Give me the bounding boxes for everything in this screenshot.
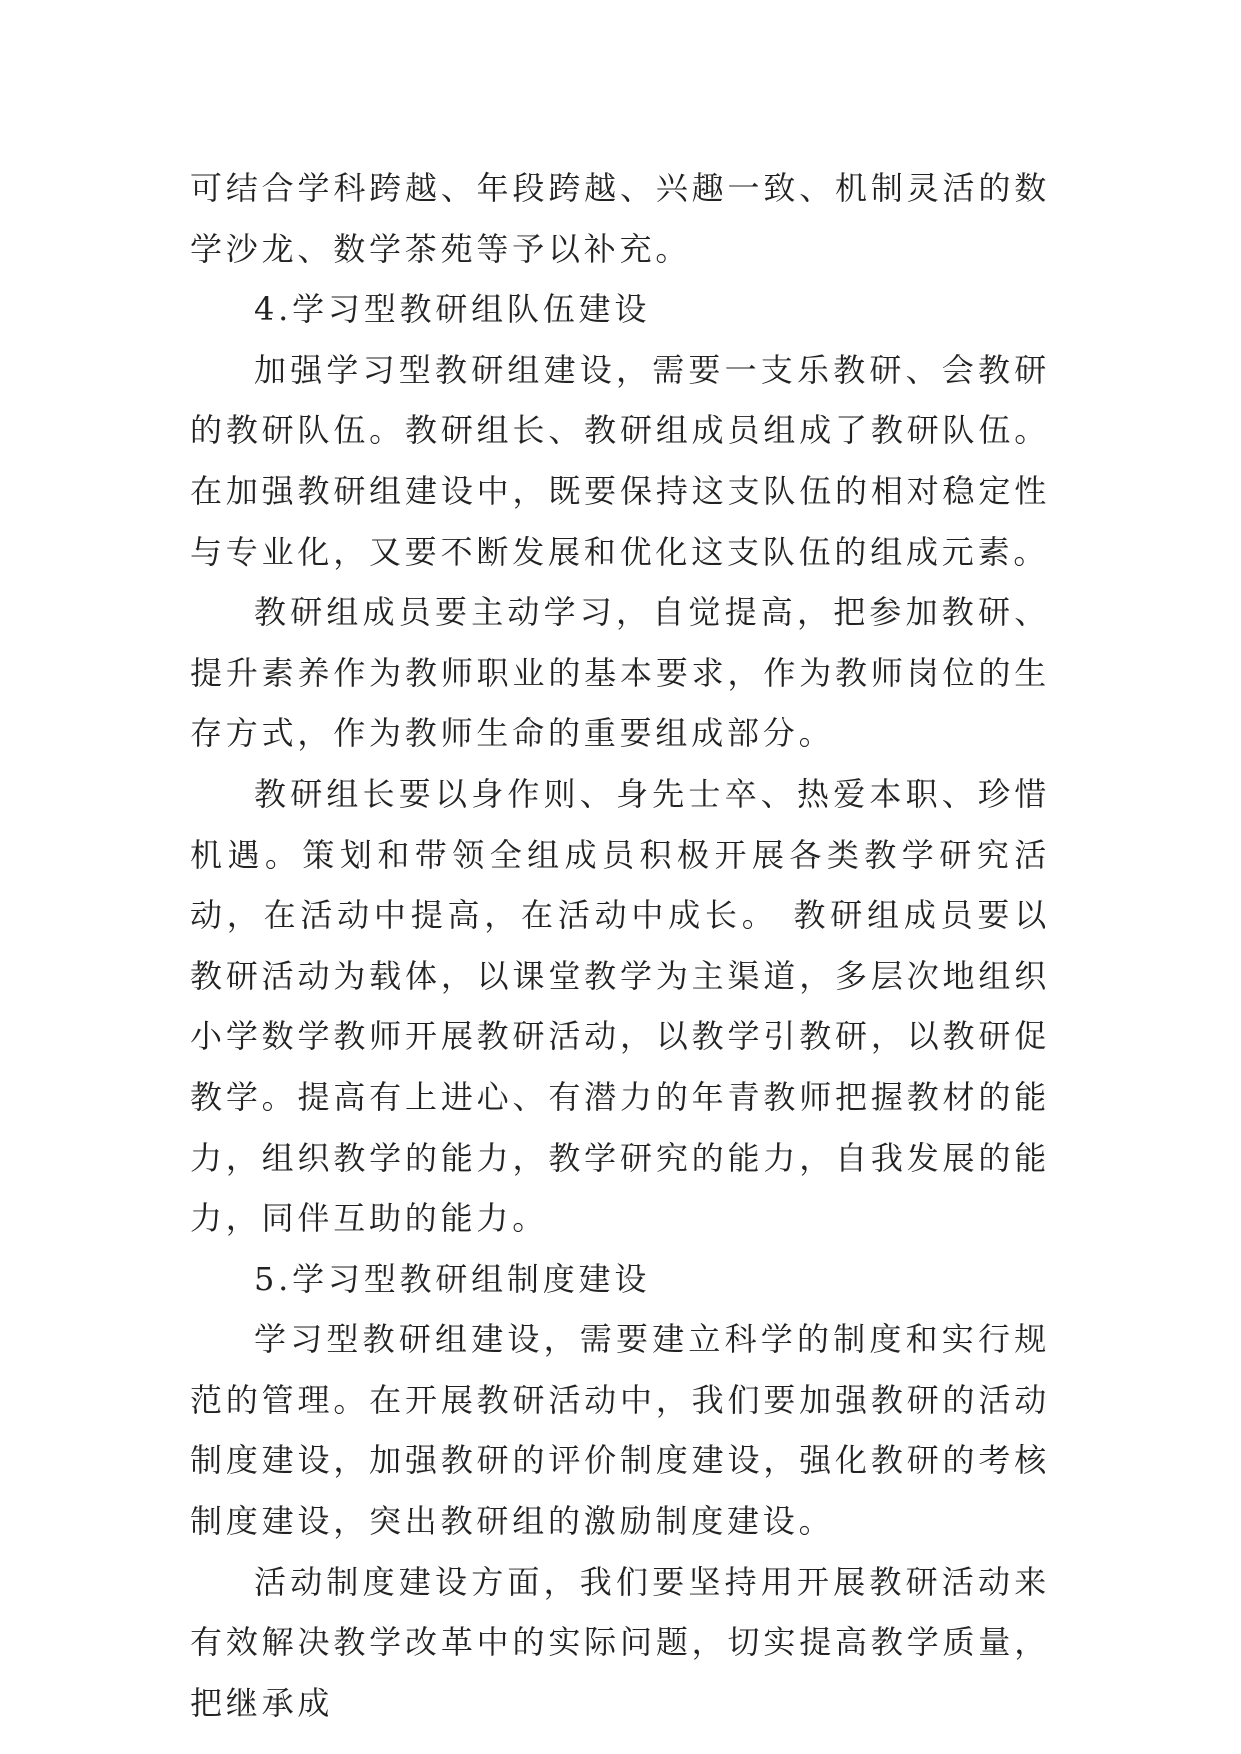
section-heading-4: 4.学习型教研组队伍建设 [254,290,651,329]
paragraph: 教研组成员要主动学习，自觉提高，把参加教研、提升素养作为教师职业的基本要求，作为教师岗位的生存方式，作为教师生命的重要组成部分。 [190,593,1050,753]
paragraph: 教研组长要以身作则、身先士卒、热爱本职、珍惜机遇。策划和带领全组成员积极开展各类教学研究活动，在活动中提高，在活动中成长。 教研组成员要以教研活动为载体，以课堂教学为主渠道，多层次地组织小学数学教师开展教研活动，以教学引教研，以教研促教学。提高有上进心、有潜力的年青教师把握教材的能力，组织教学的能力，教学研究的能力，自我发展的能力，同伴互助的能力。 [190,774,1050,1238]
paragraph-continuation: 可结合学科跨越、年段跨越、兴趣一致、机制灵活的数学沙龙、数学茶苑等予以补充。 [190,169,1050,268]
paragraph: 学习型教研组建设，需要建立科学的制度和实行规范的管理。在开展教研活动中，我们要加强教研的活动制度建设，加强教研的评价制度建设，强化教研的考核制度建设，突出教研组的激励制度建设。 [190,1320,1050,1541]
section-heading-5: 5.学习型教研组制度建设 [254,1259,651,1298]
paragraph-truncated: 活动制度建设方面，我们要坚持用开展教研活动来有效解决教学改革中的实际问题，切实提高教学质量，把继承成 [190,1562,1050,1722]
document-body [190,158,1050,1733]
paragraph: 加强学习型教研组建设，需要一支乐教研、会教研的教研队伍。教研组长、教研组成员组成了教研队伍。在加强教研组建设中，既要保持这支队伍的相对稳定性与专业化，又要不断发展和优化这支队伍的组成元素。 [190,350,1050,571]
